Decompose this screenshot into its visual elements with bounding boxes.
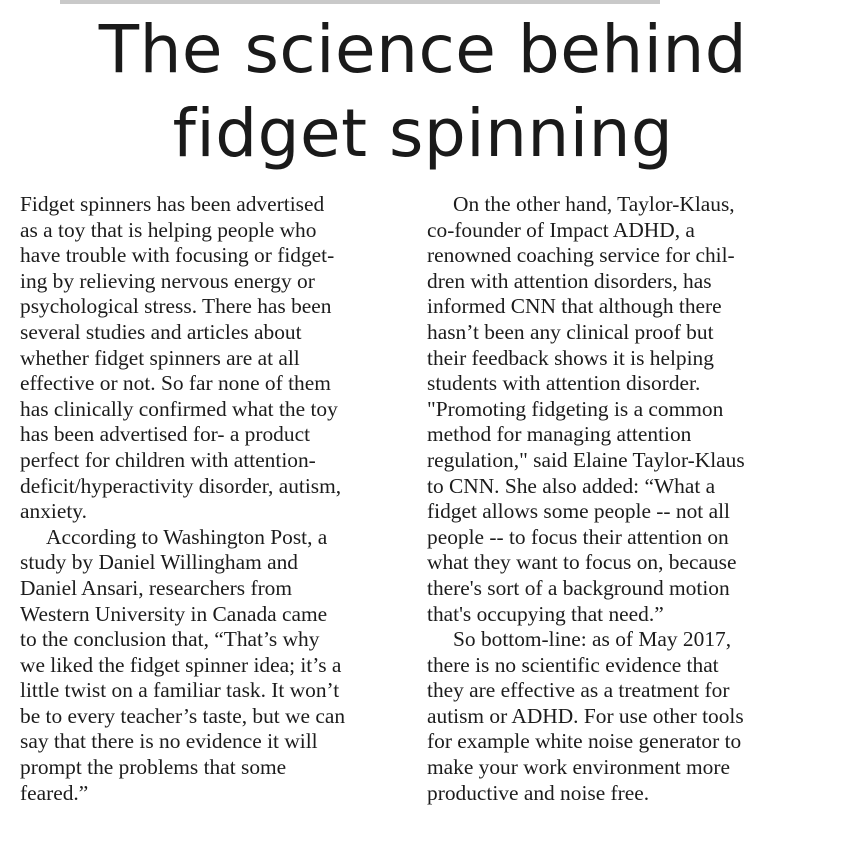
text-line: Fidget spinners has been advertised bbox=[20, 192, 325, 216]
paragraph-bottom-line bbox=[427, 627, 807, 806]
paragraph-taylor-klaus bbox=[427, 192, 807, 627]
right-column bbox=[427, 192, 807, 806]
text-line: there's sort of a background motion bbox=[427, 575, 730, 600]
text-line: that's occupying that need.” bbox=[427, 601, 664, 626]
text-line: perfect for children with attention- bbox=[20, 447, 316, 472]
text-line: make your work environment more bbox=[427, 755, 730, 780]
text-line: productive and noise free. bbox=[427, 780, 650, 805]
text-line: their feedback shows it is helping bbox=[427, 345, 714, 370]
text-line: deficit/hyperactivity disorder, autism, bbox=[20, 473, 342, 498]
article-headline bbox=[0, 8, 846, 176]
headline-line-1: The science behind bbox=[98, 11, 748, 88]
text-line: study by Daniel Willingham and bbox=[20, 550, 298, 575]
text-line: On the other hand, Taylor-Klaus, bbox=[453, 192, 735, 216]
text-line: little twist on a familiar task. It won’t bbox=[20, 678, 340, 703]
text-line: several studies and articles about bbox=[20, 319, 302, 344]
text-line: we liked the fidget spinner idea; it’s a bbox=[20, 652, 342, 677]
text-line: what they want to focus on, because bbox=[427, 550, 737, 575]
text-line: people -- to focus their attention on bbox=[427, 524, 729, 549]
text-line: there is no scientific evidence that bbox=[427, 652, 719, 677]
text-line: hasn’t been any clinical proof but bbox=[427, 319, 714, 344]
text-line: autism or ADHD. For use other tools bbox=[427, 703, 744, 728]
text-line: co-founder of Impact ADHD, a bbox=[427, 217, 695, 242]
left-column bbox=[20, 192, 400, 806]
text-line: renowned coaching service for chil- bbox=[427, 243, 735, 268]
text-line: anxiety. bbox=[20, 499, 87, 524]
text-line: for example white noise generator to bbox=[427, 729, 742, 754]
text-line: has been advertised for- a product bbox=[20, 422, 311, 447]
text-line: to the conclusion that, “That’s why bbox=[20, 627, 320, 652]
text-line: According to Washington Post, a bbox=[46, 524, 328, 549]
text-line: fidget allows some people -- not all bbox=[427, 499, 730, 524]
text-line: Western University in Canada came bbox=[20, 601, 328, 626]
text-line: whether fidget spinners are at all bbox=[20, 345, 300, 370]
text-line: they are effective as a treatment for bbox=[427, 678, 730, 703]
text-line: has clinically confirmed what the toy bbox=[20, 396, 338, 421]
text-line: prompt the problems that some bbox=[20, 755, 287, 780]
text-line: psychological stress. There has been bbox=[20, 294, 332, 319]
text-line: have trouble with focusing or fidget- bbox=[20, 243, 335, 268]
text-line: informed CNN that although there bbox=[427, 294, 722, 319]
text-line: say that there is no evidence it will bbox=[20, 729, 318, 754]
text-line: "Promoting fidgeting is a common bbox=[427, 396, 724, 421]
top-rule bbox=[60, 0, 660, 4]
text-line: regulation," said Elaine Taylor-Klaus bbox=[427, 447, 745, 472]
text-line: feared.” bbox=[20, 780, 89, 805]
text-line: ing by relieving nervous energy or bbox=[20, 268, 315, 293]
text-line: students with attention disorder. bbox=[427, 371, 701, 396]
text-line: as a toy that is helping people who bbox=[20, 217, 317, 242]
paragraph-washington-post bbox=[20, 525, 400, 807]
text-line: dren with attention disorders, has bbox=[427, 268, 712, 293]
text-line: effective or not. So far none of them bbox=[20, 371, 331, 396]
text-line: method for managing attention bbox=[427, 422, 692, 447]
text-line: So bottom-line: as of May 2017, bbox=[453, 627, 732, 652]
text-line: be to every teacher’s taste, but we can bbox=[20, 703, 346, 728]
paragraph-intro bbox=[20, 192, 400, 525]
text-line: to CNN. She also added: “What a bbox=[427, 473, 716, 498]
text-line: Daniel Ansari, researchers from bbox=[20, 575, 293, 600]
headline-line-2: fidget spinning bbox=[172, 95, 674, 172]
